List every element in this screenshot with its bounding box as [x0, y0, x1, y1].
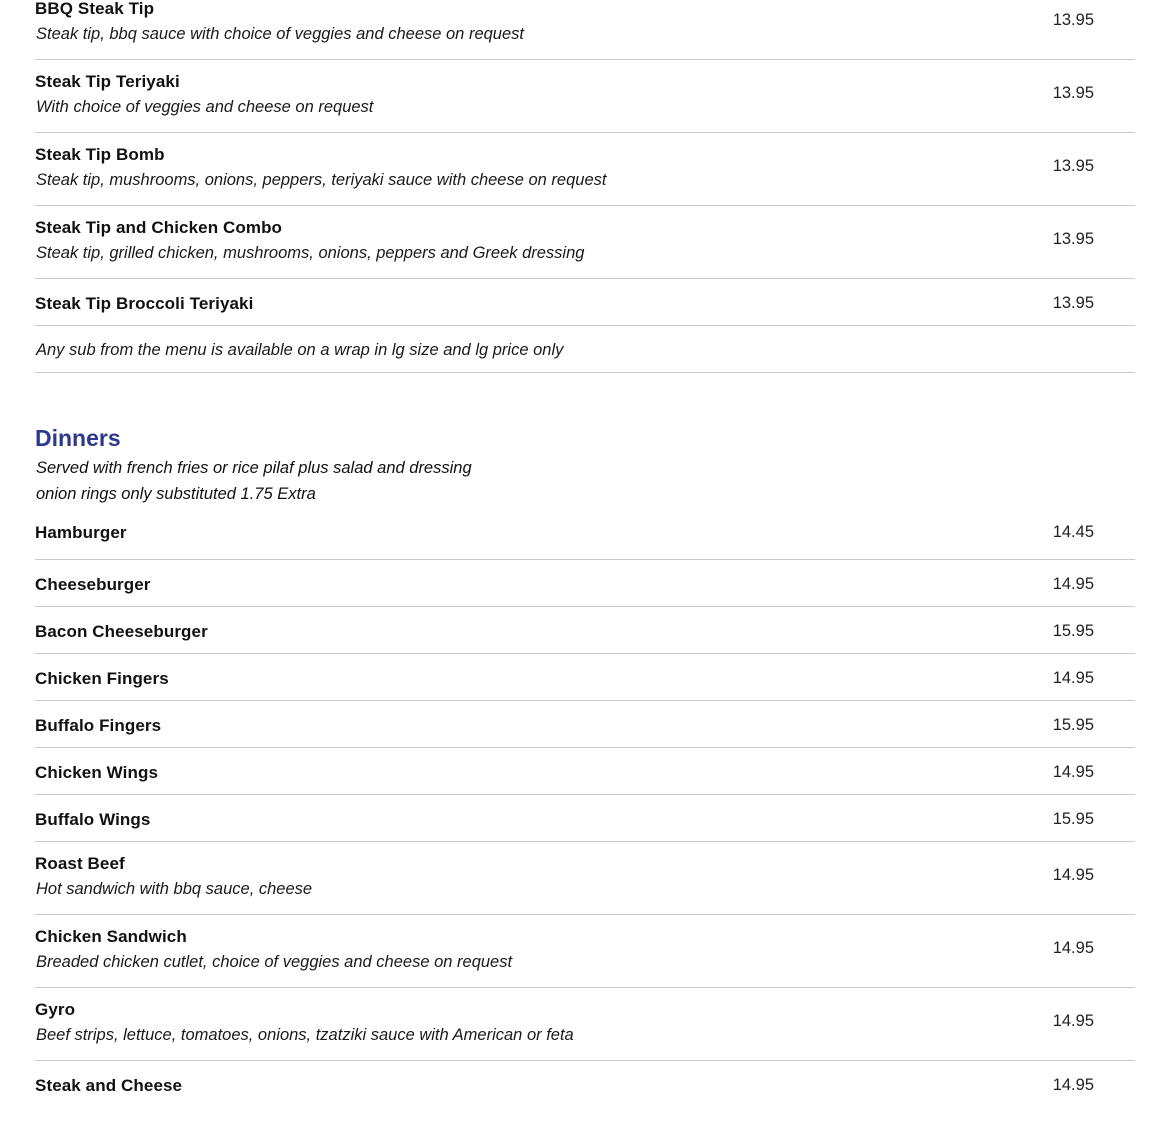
- menu-item-steak-tip-broccoli-teriyaki: [35, 279, 1135, 326]
- menu-item-description: Steak tip, bbq sauce with choice of veggies and cheese on request: [36, 25, 524, 43]
- menu-item-description: Breaded chicken cutlet, choice of veggies and cheese on request: [36, 953, 513, 971]
- menu-item-description: Steak tip, grilled chicken, mushrooms, onions, peppers and Greek dressing: [36, 244, 585, 262]
- menu-item-buffalo-fingers: [35, 701, 1135, 748]
- menu-item-steak-tip-bomb: [35, 133, 1135, 206]
- menu-item-hamburger: [35, 520, 1135, 560]
- menu-item-price: 14.95: [1052, 1012, 1094, 1030]
- menu-item-description: With choice of veggies and cheese on request: [36, 98, 374, 116]
- menu-item-price: 14.95: [1052, 1076, 1094, 1094]
- menu-page: [35, 0, 1135, 1121]
- menu-item-chicken-sandwich: [35, 915, 1135, 988]
- menu-item-name: Hamburger: [35, 523, 127, 542]
- menu-item-name: Steak Tip Teriyaki: [35, 72, 180, 91]
- menu-item-price: 13.95: [1052, 11, 1094, 29]
- menu-item-name: Steak Tip Broccoli Teriyaki: [35, 294, 254, 313]
- menu-item-price: 14.95: [1052, 763, 1094, 781]
- menu-item-name: Gyro: [35, 1000, 76, 1019]
- menu-item-roast-beef: [35, 842, 1135, 915]
- section-subtitle: Served with french fries or rice pilaf plus salad and dressing: [36, 459, 472, 477]
- menu-item-description: Steak tip, mushrooms, onions, peppers, teriyaki sauce with cheese on request: [36, 171, 607, 189]
- menu-item-name: Buffalo Wings: [35, 810, 151, 829]
- subs-note-text: Any sub from the menu is available on a wrap in lg size and lg price only: [36, 341, 564, 359]
- menu-item-price: 14.45: [1052, 523, 1094, 541]
- menu-item-price: 14.95: [1052, 669, 1094, 687]
- menu-item-price: 14.95: [1052, 575, 1094, 593]
- menu-item-price: 15.95: [1052, 622, 1094, 640]
- menu-item-name: Chicken Fingers: [35, 669, 169, 688]
- menu-item-name: Steak and Cheese: [35, 1076, 183, 1095]
- menu-item-name: Chicken Sandwich: [35, 927, 187, 946]
- menu-item-bacon-cheeseburger: [35, 607, 1135, 654]
- menu-item-steak-tip-chicken-combo: [35, 206, 1135, 279]
- menu-item-buffalo-wings: [35, 795, 1135, 842]
- menu-item-description: Beef strips, lettuce, tomatoes, onions, tzatziki sauce with American or feta: [36, 1026, 574, 1044]
- menu-item-name: Bacon Cheeseburger: [35, 622, 208, 641]
- menu-item-price: 14.95: [1052, 939, 1094, 957]
- menu-item-name: Cheeseburger: [35, 575, 151, 594]
- dinners-header: [35, 373, 1135, 520]
- menu-item-name: Roast Beef: [35, 854, 125, 873]
- menu-item-cheeseburger: [35, 560, 1135, 607]
- menu-item-price: 13.95: [1052, 294, 1094, 312]
- subs-note: [35, 326, 1135, 373]
- menu-item-steak-and-cheese: [35, 1061, 1135, 1121]
- menu-item-price: 14.95: [1052, 866, 1094, 884]
- menu-item-name: Steak Tip and Chicken Combo: [35, 218, 283, 237]
- menu-item-name: BBQ Steak Tip: [35, 0, 155, 18]
- menu-item-chicken-fingers: [35, 654, 1135, 701]
- menu-item-steak-tip-teriyaki: [35, 60, 1135, 133]
- menu-item-price: 13.95: [1052, 84, 1094, 102]
- menu-item-name: Buffalo Fingers: [35, 716, 162, 735]
- menu-item-name: Steak Tip Bomb: [35, 145, 165, 164]
- menu-item-name: Chicken Wings: [35, 763, 158, 782]
- menu-item-price: 15.95: [1052, 716, 1094, 734]
- menu-item-chicken-wings: [35, 748, 1135, 795]
- section-subtitle-extra: onion rings only substituted 1.75 Extra: [36, 485, 316, 503]
- section-title: Dinners: [35, 425, 121, 451]
- menu-item-description: Hot sandwich with bbq sauce, cheese: [36, 880, 313, 898]
- menu-item-gyro: [35, 988, 1135, 1061]
- menu-item-price: 13.95: [1052, 157, 1094, 175]
- menu-item-price: 13.95: [1052, 230, 1094, 248]
- menu-item-price: 15.95: [1052, 810, 1094, 828]
- menu-item-bbq-steak-tip: [35, 0, 1135, 60]
